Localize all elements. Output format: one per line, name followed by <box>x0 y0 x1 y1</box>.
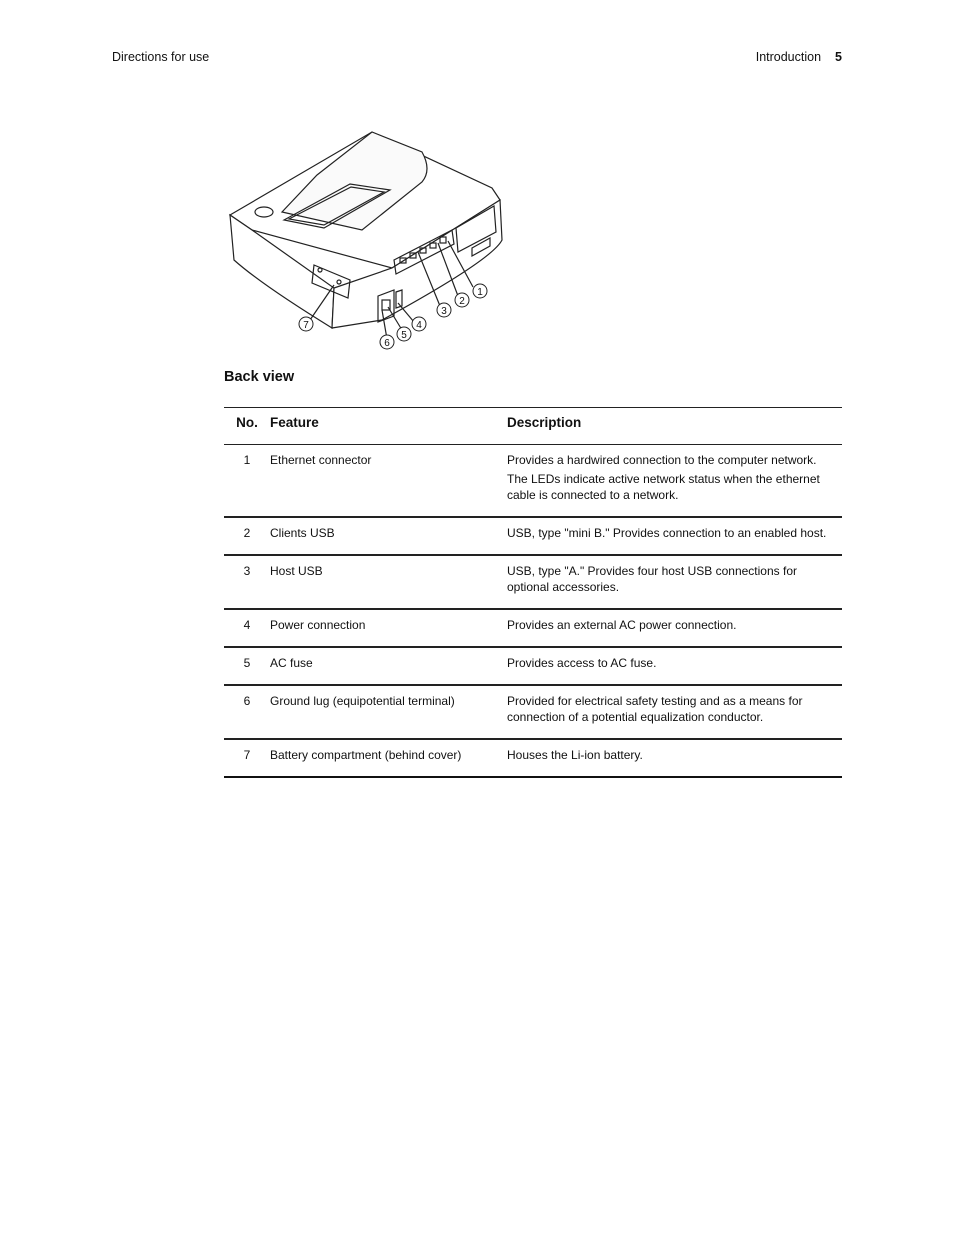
row-description <box>507 685 842 739</box>
row-feature: Ethernet connector <box>270 445 507 518</box>
row-feature: Ground lug (equipotential terminal) <box>270 685 507 739</box>
device-back-view-illustration <box>222 120 522 360</box>
running-header-left: Directions for use <box>112 50 210 64</box>
row-feature: Host USB <box>270 555 507 609</box>
row-number: 2 <box>224 517 270 555</box>
row-description <box>507 445 842 518</box>
row-description <box>507 517 842 555</box>
row-feature: AC fuse <box>270 647 507 685</box>
callout-1 <box>473 284 487 298</box>
header-description: Description <box>507 408 842 445</box>
row-description <box>507 555 842 609</box>
section-title: Introduction <box>755 50 822 64</box>
callout-7 <box>299 317 313 331</box>
row-description <box>507 739 842 777</box>
table-row <box>224 685 842 739</box>
header-feature: Feature <box>270 408 507 445</box>
description-paragraph: The LEDs indicate active network status when the ethernet cable is connected to a network. <box>507 472 820 502</box>
callout-5 <box>397 327 411 341</box>
svg-text:2: 2 <box>459 296 465 307</box>
svg-text:1: 1 <box>477 287 483 298</box>
row-number: 3 <box>224 555 270 609</box>
row-feature: Clients USB <box>270 517 507 555</box>
row-feature: Power connection <box>270 609 507 647</box>
row-number: 4 <box>224 609 270 647</box>
figure-caption: Back view <box>224 369 295 385</box>
callout-2 <box>455 293 469 307</box>
svg-text:4: 4 <box>416 320 422 331</box>
running-header-right <box>756 50 842 64</box>
svg-text:6: 6 <box>384 338 390 349</box>
callout-6 <box>380 335 394 349</box>
table-row <box>224 517 842 555</box>
row-number: 7 <box>224 739 270 777</box>
svg-text:3: 3 <box>441 306 447 317</box>
svg-text:5: 5 <box>401 330 407 341</box>
description-paragraph: Provides an external AC power connection. <box>507 618 737 632</box>
row-feature: Battery compartment (behind cover) <box>270 739 507 777</box>
description-paragraph: USB, type "mini B." Provides connection to an enabled host. <box>507 526 827 540</box>
table-row <box>224 739 842 777</box>
header-no: No. <box>224 408 270 445</box>
description-paragraph: USB, type "A." Provides four host USB connections for optional accessories. <box>507 564 797 594</box>
description-paragraph: Houses the Li-ion battery. <box>507 748 643 762</box>
description-paragraph: Provides a hardwired connection to the computer network. <box>507 453 817 467</box>
row-number: 5 <box>224 647 270 685</box>
table-row <box>224 609 842 647</box>
row-number: 6 <box>224 685 270 739</box>
table-row <box>224 647 842 685</box>
features-table <box>224 407 842 778</box>
svg-text:7: 7 <box>303 320 309 331</box>
description-paragraph: Provided for electrical safety testing and as a means for connection of a potential equalization conductor. <box>507 694 803 724</box>
callout-3 <box>437 303 451 317</box>
description-paragraph: Provides access to AC fuse. <box>507 656 657 670</box>
row-description <box>507 647 842 685</box>
table-header-row <box>224 408 842 445</box>
table-row <box>224 445 842 518</box>
row-number: 1 <box>224 445 270 518</box>
page-number: 5 <box>835 50 842 64</box>
table-row <box>224 555 842 609</box>
callout-4 <box>412 317 426 331</box>
row-description <box>507 609 842 647</box>
